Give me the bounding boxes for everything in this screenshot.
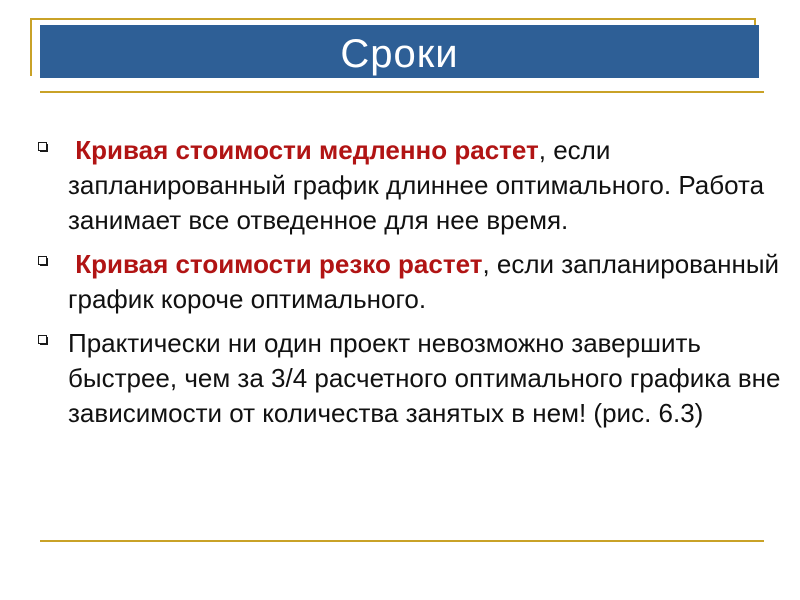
hollow-square-bullet-icon [38, 335, 48, 345]
bullet-emphasis: Кривая стоимости медленно растет [75, 135, 539, 165]
slide-title: Сроки [340, 31, 459, 76]
left-rule [30, 18, 32, 76]
bullet-item-2 [38, 247, 783, 317]
bullet-emphasis: Кривая стоимости резко растет [75, 249, 483, 279]
bullet-text: , если запланированный график короче оптимального. [68, 249, 780, 314]
hollow-square-bullet-icon [38, 256, 48, 266]
bullet-text: Практически ни один проект невозможно завершить быстрее, чем за 3/4 расчетного оптимального графика вне зависимости от количества занятых в нем! (рис. 6.3) [68, 328, 781, 428]
hollow-square-bullet-icon [38, 142, 48, 152]
title-bar [40, 25, 759, 78]
bullet-item-1 [38, 133, 783, 238]
bullet-list [38, 133, 783, 440]
top-rule [30, 18, 756, 20]
bullet-item-3 [38, 326, 783, 431]
title-underline-rule [40, 91, 764, 93]
bullet-text: , если запланированный график длиннее оптимального. Работа занимает все отведенное для нее время. [68, 135, 765, 235]
bottom-rule [40, 540, 764, 542]
